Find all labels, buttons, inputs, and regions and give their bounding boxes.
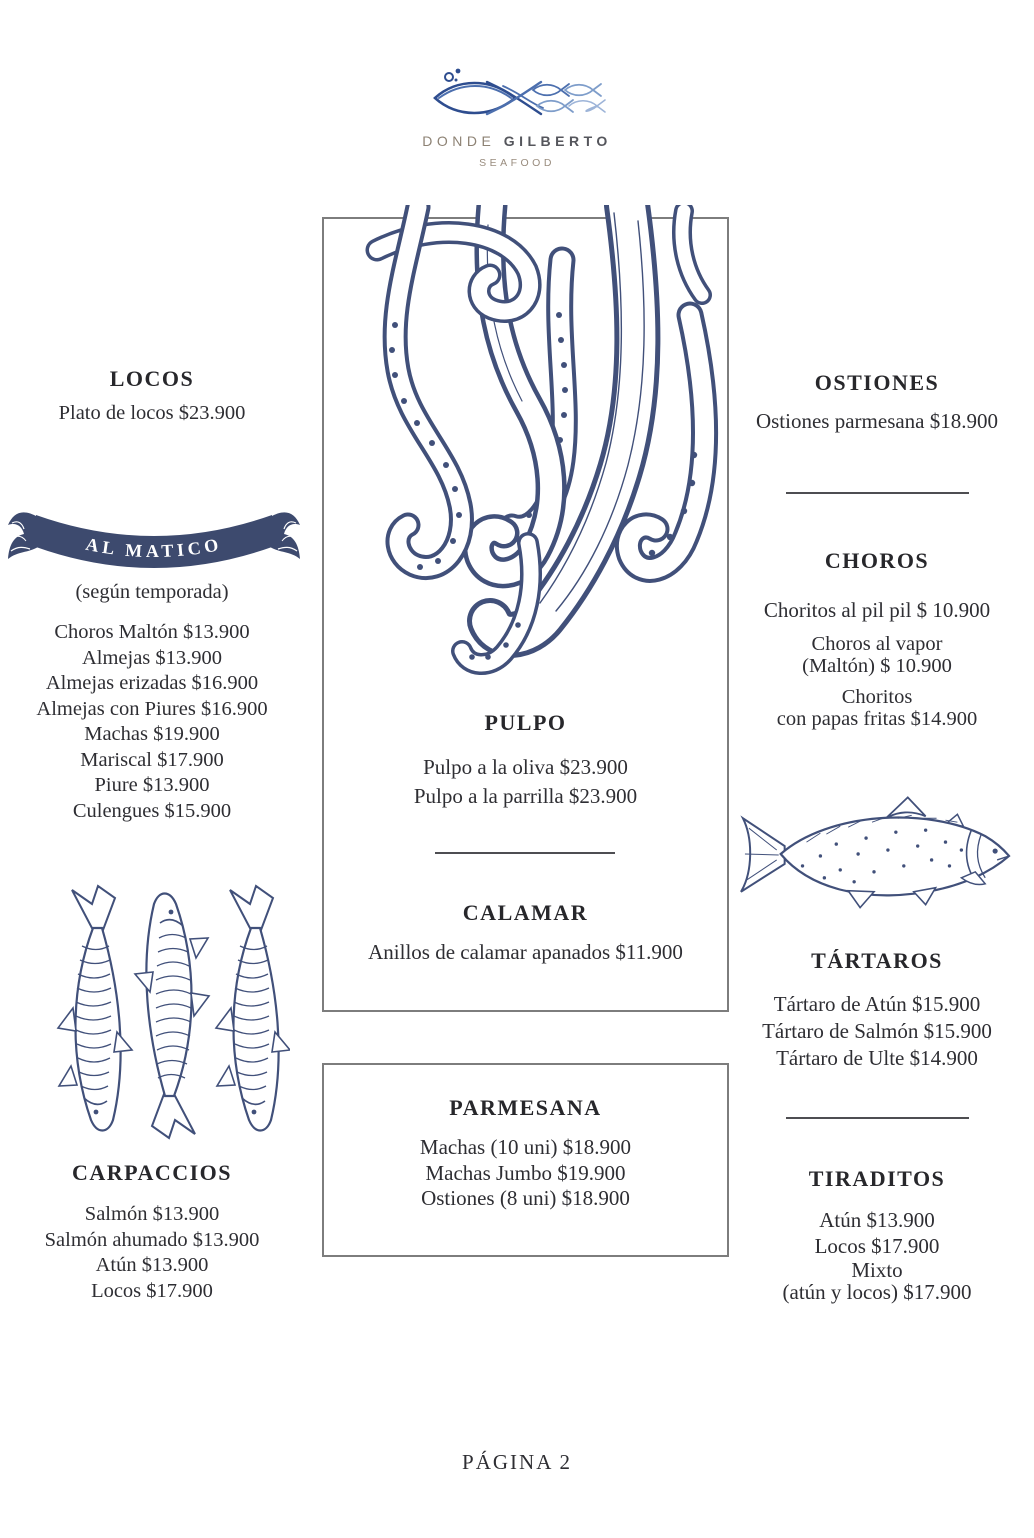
menu-item: Locos $17.900 bbox=[814, 1233, 940, 1258]
menu-item: Locos $17.900 bbox=[91, 1279, 213, 1302]
menu-item-line: Choros al vapor bbox=[811, 632, 943, 655]
menu-item-line: Mixto bbox=[851, 1258, 903, 1282]
menu-item: Tártaro de Atún $15.900 bbox=[773, 992, 981, 1016]
brand-logo bbox=[425, 66, 609, 126]
menu-item: Piure $13.900 bbox=[94, 774, 210, 796]
menu-item: Machas (10 uni) $18.900 bbox=[419, 1135, 632, 1159]
section-locos bbox=[2, 366, 302, 427]
menu-item: Pulpo a la oliva $23.900 bbox=[423, 755, 628, 779]
al-matico-subtitle: (según temporada) bbox=[75, 581, 229, 603]
three-fish-illustration bbox=[55, 882, 290, 1140]
menu-item: Almejas $13.900 bbox=[81, 646, 223, 669]
menu-item: Tártaro de Ulte $14.900 bbox=[776, 1046, 978, 1070]
fish-logo-icon bbox=[425, 66, 609, 126]
menu-item-line: (Maltón) $ 10.900 bbox=[802, 654, 952, 677]
menu-item: Culengues $15.900 bbox=[72, 799, 232, 822]
parmesana-title: PARMESANA bbox=[449, 1095, 602, 1120]
brand-word-donde: DONDE bbox=[422, 133, 496, 149]
page-number: PÁGINA 2 bbox=[462, 1450, 572, 1474]
calamar-title: CALAMAR bbox=[462, 900, 589, 925]
pulpo-calamar-divider bbox=[435, 852, 615, 854]
tiraditos-title: TIRADITOS bbox=[808, 1166, 946, 1191]
menu-item: Choritos al pil pil $ 10.900 bbox=[763, 598, 991, 622]
menu-item: Ostiones parmesana $18.900 bbox=[755, 409, 999, 433]
brand-word-gilberto: GILBERTO bbox=[503, 133, 612, 149]
carpaccios-title: CARPACCIOS bbox=[71, 1160, 233, 1185]
section-pulpo bbox=[322, 710, 729, 811]
section-tiraditos bbox=[727, 1166, 1027, 1303]
ribbon-banner-icon bbox=[6, 501, 302, 577]
menu-item: Atún $13.900 bbox=[819, 1208, 935, 1232]
menu-item: Plato de locos $23.900 bbox=[58, 402, 246, 424]
ostiones-choros-divider bbox=[786, 492, 969, 494]
ostiones-title: OSTIONES bbox=[814, 370, 940, 395]
menu-item: Machas Jumbo $19.900 bbox=[425, 1160, 626, 1185]
al-matico-banner-label: AL MATICO bbox=[84, 533, 224, 562]
section-calamar bbox=[322, 900, 729, 966]
menu-item: Machas $19.900 bbox=[84, 723, 220, 745]
menu-item: Salmón ahumado $13.900 bbox=[44, 1228, 260, 1251]
al-matico-banner bbox=[6, 501, 302, 577]
choros-title: CHOROS bbox=[824, 548, 930, 573]
section-carpaccios bbox=[2, 1160, 302, 1304]
octopus-tentacles-illustration bbox=[322, 205, 729, 705]
menu-item: Atún $13.900 bbox=[95, 1254, 209, 1276]
tartaros-tiraditos-divider bbox=[786, 1117, 969, 1119]
menu-item: Tártaro de Salmón $15.900 bbox=[762, 1019, 992, 1043]
menu-item-line: con papas fritas $14.900 bbox=[776, 707, 978, 730]
menu-item: Almejas erizadas $16.900 bbox=[45, 672, 259, 694]
brand-tagline: SEAFOOD bbox=[479, 157, 555, 169]
pulpo-title: PULPO bbox=[484, 710, 567, 735]
tartaros-title: TÁRTAROS bbox=[811, 948, 943, 973]
section-choros bbox=[727, 548, 1027, 739]
menu-item: Pulpo a la parrilla $23.900 bbox=[413, 784, 638, 808]
al-matico-list bbox=[2, 620, 302, 824]
section-ostiones bbox=[727, 370, 1027, 435]
menu-item: Mariscal $17.900 bbox=[80, 748, 224, 771]
menu-item: Choros Maltón $13.900 bbox=[54, 621, 250, 643]
menu-item: Ostiones (8 uni) $18.900 bbox=[421, 1186, 630, 1210]
menu-item-line: (atún y locos) $17.900 bbox=[782, 1280, 972, 1304]
menu-item: Anillos de calamar apanados $11.900 bbox=[368, 940, 683, 964]
menu-item: Almejas con Piures $16.900 bbox=[36, 697, 268, 720]
locos-title: LOCOS bbox=[109, 366, 195, 391]
menu-item: Salmón $13.900 bbox=[84, 1203, 220, 1225]
salmon-illustration bbox=[737, 793, 1015, 915]
section-tartaros bbox=[727, 948, 1027, 1072]
brand-name bbox=[367, 133, 667, 149]
menu-item-line: Choritos bbox=[841, 685, 913, 708]
parmesana-box bbox=[322, 1063, 729, 1257]
